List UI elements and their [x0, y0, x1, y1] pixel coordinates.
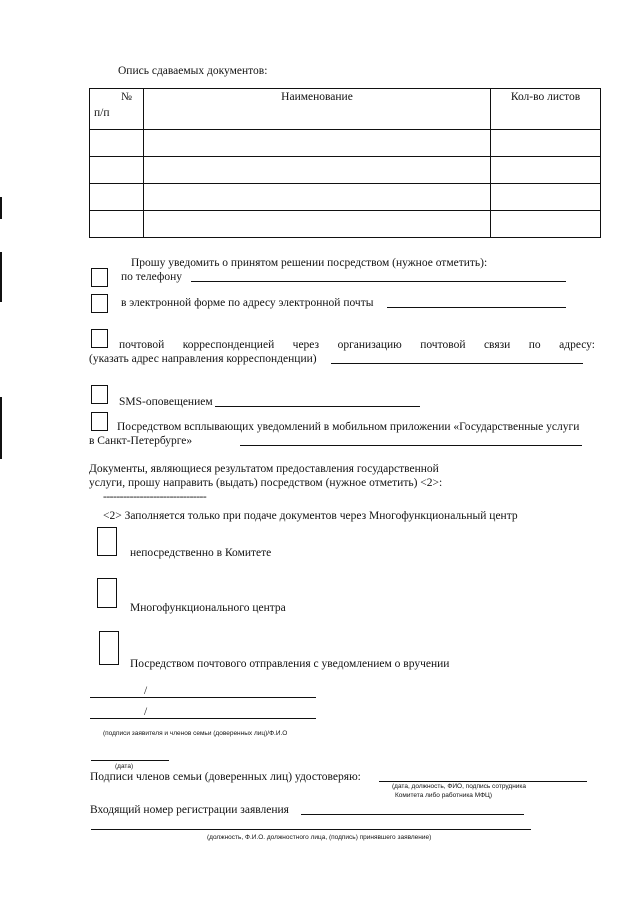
documents-table	[89, 88, 601, 238]
mail-checkbox[interactable]	[99, 631, 119, 665]
table-row	[90, 184, 601, 211]
cell-name[interactable]	[144, 130, 491, 157]
phone-checkbox[interactable]	[91, 268, 108, 287]
official-field[interactable]	[91, 829, 531, 830]
mail-label: Посредством почтового отправления с уведомлением о вручении	[130, 658, 450, 670]
mfc-checkbox[interactable]	[97, 578, 117, 608]
signature-caption: (подписи заявителя и членов семьи (доверенных лиц)/Ф.И.О	[103, 730, 288, 737]
committee-label: непосредственно в Комитете	[130, 547, 272, 559]
app-label-line1: Посредством всплывающих уведомлений в мобильном приложении «Государственные услуги	[117, 421, 580, 433]
notify-intro: Прошу уведомить о принятом решении посредством (нужное отметить):	[131, 257, 488, 269]
certify-field[interactable]	[379, 781, 587, 782]
phone-field[interactable]	[191, 281, 566, 282]
incoming-label: Входящий номер регистрации заявления	[90, 804, 289, 816]
table-row	[90, 211, 601, 238]
cell-name[interactable]	[144, 211, 491, 238]
email-field[interactable]	[387, 307, 566, 308]
committee-checkbox[interactable]	[97, 527, 117, 556]
result-line2: услуги, прошу направить (выдать) посредством (нужное отметить) <2>:	[89, 477, 443, 489]
table-row	[90, 130, 601, 157]
certify-caption-2: Комитета либо работника МФЦ)	[395, 792, 492, 799]
scan-mark	[0, 397, 2, 459]
header-number: № п/п	[90, 89, 144, 130]
date-field[interactable]	[91, 760, 169, 761]
header-count: Кол-во листов	[491, 89, 601, 130]
footnote-separator: -------------------------------	[103, 491, 207, 503]
signature-slash-2: /	[144, 706, 148, 718]
table-row	[90, 157, 601, 184]
scan-mark	[0, 197, 2, 219]
certify-caption-1: (дата, должность, ФИО, подпись сотрудника	[392, 783, 527, 790]
incoming-number-field[interactable]	[301, 814, 524, 815]
inventory-title: Опись сдаваемых документов:	[118, 65, 268, 77]
header-name: Наименование	[144, 89, 491, 130]
post-checkbox[interactable]	[91, 329, 108, 348]
mfc-label: Многофункционального центра	[130, 602, 286, 614]
official-caption: (должность, Ф.И.О. должностного лица, (подпись) принявшего заявление)	[207, 834, 432, 841]
cell-number[interactable]	[90, 184, 144, 211]
scan-mark	[0, 252, 2, 302]
app-label-line2: в Санкт-Петербурге»	[89, 435, 193, 447]
table-header-row	[90, 89, 601, 130]
sms-checkbox[interactable]	[91, 385, 108, 404]
result-line1: Документы, являющиеся результатом предоставления государственной	[89, 463, 439, 475]
email-checkbox[interactable]	[91, 294, 108, 313]
email-label: в электронной форме по адресу электронной почты	[121, 297, 374, 309]
cell-number[interactable]	[90, 130, 144, 157]
sms-label: SMS-оповещением	[119, 396, 213, 408]
app-field[interactable]	[240, 445, 582, 446]
cell-count[interactable]	[491, 130, 601, 157]
footnote-text: <2> Заполняется только при подаче документов через Многофункциональный центр	[103, 510, 518, 522]
cell-count[interactable]	[491, 211, 601, 238]
signature-line-1[interactable]	[90, 697, 316, 698]
signature-slash-1: /	[144, 685, 148, 697]
phone-label: по телефону	[121, 271, 182, 283]
cell-count[interactable]	[491, 157, 601, 184]
post-address-label: (указать адрес направления корреспонденции)	[89, 353, 317, 365]
cell-count[interactable]	[491, 184, 601, 211]
app-checkbox[interactable]	[91, 412, 108, 431]
sms-field[interactable]	[215, 406, 420, 407]
cell-name[interactable]	[144, 157, 491, 184]
signature-line-2[interactable]	[90, 718, 316, 719]
cell-name[interactable]	[144, 184, 491, 211]
date-caption: (дата)	[115, 763, 134, 770]
cell-number[interactable]	[90, 157, 144, 184]
post-address-field[interactable]	[331, 363, 583, 364]
cell-number[interactable]	[90, 211, 144, 238]
certify-label: Подписи членов семьи (доверенных лиц) удостоверяю:	[90, 771, 361, 783]
post-label: почтовой корреспонденцией через организацию почтовой связи по адресу:	[119, 339, 595, 351]
